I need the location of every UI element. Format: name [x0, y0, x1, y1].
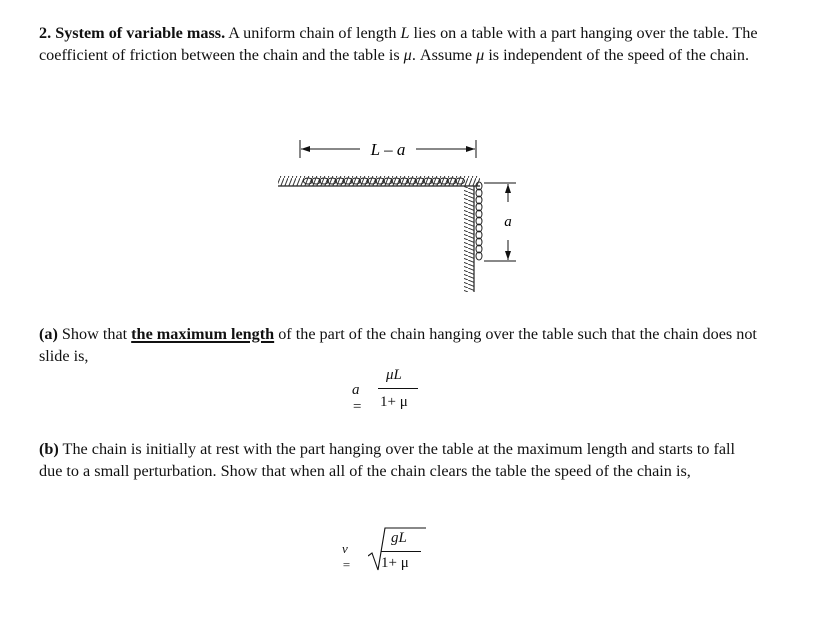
part-b-text: [39, 438, 759, 482]
problem-statement: [39, 22, 759, 66]
table-hatch: [278, 176, 480, 186]
part-a-label: (a): [39, 325, 58, 343]
top-dimension-label: L – a: [370, 140, 406, 159]
equation-a-fraction-bar: [378, 388, 418, 389]
chain-diagram: [268, 128, 528, 303]
problem-title: 2. System of variable mass.: [39, 24, 226, 42]
chain-diagram-svg: [268, 128, 528, 298]
equation-b-numerator: gL: [391, 530, 407, 546]
equation-a-lhs: a =: [352, 382, 363, 415]
var-mu: μ: [403, 46, 412, 64]
intro-text-1: A uniform chain of length: [225, 24, 401, 42]
chain-on-table: [304, 178, 465, 184]
chain-hanging: [476, 182, 482, 260]
equation-a-numerator: μL: [386, 367, 402, 383]
equation-b-lhs: v =: [342, 541, 351, 572]
part-b-label: (b): [39, 440, 59, 458]
var-L: L: [400, 24, 410, 42]
part-a-text: [39, 323, 759, 367]
intro-text-2: lies on a table with a part hanging over the table. The coefficient of friction between the chain and the table is: [39, 24, 758, 64]
table-edge-hatch: [464, 186, 474, 292]
side-dimension-label: a: [504, 214, 512, 230]
equation-b-denominator: 1+ μ: [381, 555, 409, 571]
part-a-text-1: Show that: [57, 325, 132, 343]
intro-text-4: is independent of the speed of the chain.: [484, 46, 750, 64]
var-mu-2: μ: [476, 46, 485, 64]
part-b-body: The chain is initially at rest with the part hanging over the table at the maximum length and starts to fall due to a small perturbation. Show that when all of the chain clears the table the speed of the chain is,: [39, 440, 736, 480]
equation-a-denominator: 1+ μ: [380, 394, 408, 410]
part-a-text-2: of the part of the chain hanging over the table such that the chain does not slide is,: [39, 325, 757, 365]
part-a-emphasis: the maximum length: [131, 325, 275, 343]
equation-b-fraction-bar: [381, 551, 421, 552]
intro-text-3: . Assume: [411, 46, 477, 64]
